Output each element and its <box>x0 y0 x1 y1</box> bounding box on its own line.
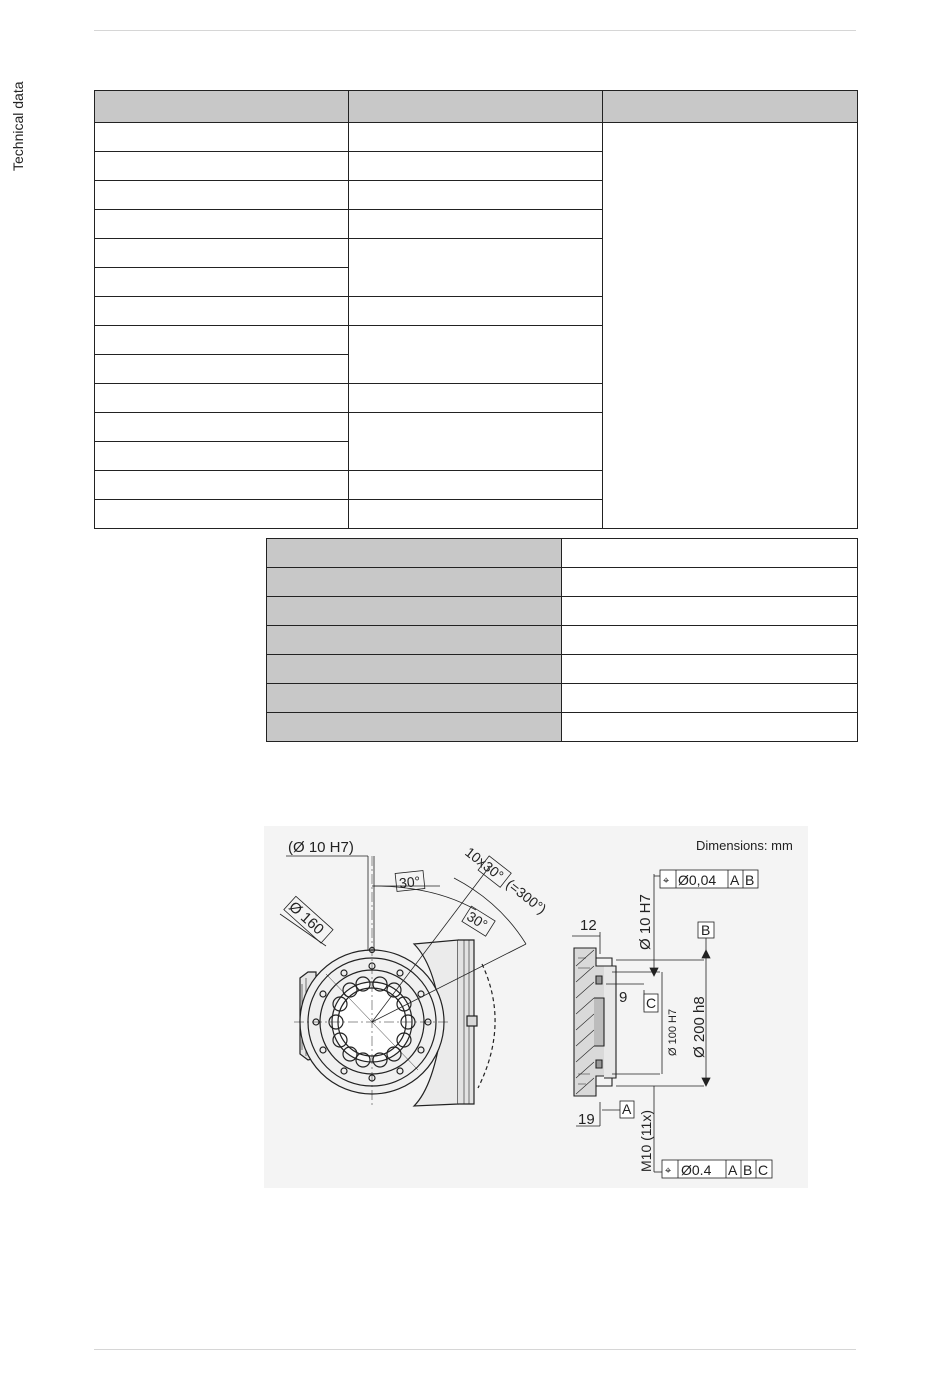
table-key-cell <box>267 684 562 713</box>
table-cell-merged <box>349 413 603 471</box>
table-cell <box>95 297 349 326</box>
datum-a-label: A <box>622 1101 632 1117</box>
side-label: Technical data <box>10 81 26 171</box>
tol-bot-ref-a: A <box>728 1162 738 1178</box>
table-header-row <box>95 91 858 123</box>
table-key-cell <box>267 597 562 626</box>
technical-drawing <box>264 826 808 1188</box>
table-row <box>267 597 858 626</box>
tol-bot-ref-c: C <box>758 1162 769 1178</box>
table-cell <box>95 442 349 471</box>
table-cell <box>95 355 349 384</box>
table-cell <box>95 152 349 181</box>
dim-12-label: 12 <box>580 917 597 934</box>
bolt-circle-label: Ø 160 <box>285 898 328 939</box>
table-row <box>267 568 858 597</box>
pitch-count: 10x <box>462 843 490 871</box>
table-cell <box>95 239 349 268</box>
thread-label: M10 (11x) <box>638 1110 654 1172</box>
table-cell-merged <box>349 326 603 384</box>
datum-c-label: C <box>646 995 657 1011</box>
tol-bot-symbol: ⌖ <box>665 1165 672 1177</box>
tol-bot-frame <box>662 1160 772 1178</box>
table-row <box>95 123 858 152</box>
table-cell <box>349 384 603 413</box>
table-cell <box>349 500 603 529</box>
angle-a-label: 30° <box>398 872 422 892</box>
footer-rule <box>94 1349 856 1350</box>
tolerance-frame-top <box>660 870 758 888</box>
tol-top-ref-a: A <box>730 872 740 888</box>
table-row <box>267 684 858 713</box>
table-value-cell <box>562 655 858 684</box>
table-value-cell <box>562 626 858 655</box>
table-cell <box>349 152 603 181</box>
datum-b-label: B <box>701 922 711 938</box>
table-header-cell <box>95 91 349 123</box>
header-rule <box>94 30 856 31</box>
table-cell <box>95 471 349 500</box>
table-cell <box>349 297 603 326</box>
pitch-angle: 30° <box>480 857 507 884</box>
tol-top-symbol: ⌖ <box>663 875 670 887</box>
angle-b-label: 30° <box>464 908 491 933</box>
table-cell <box>349 123 603 152</box>
dim-pin-label: Ø 10 H7 <box>637 894 654 950</box>
table-row <box>267 626 858 655</box>
table-row <box>267 539 858 568</box>
table-header-cell <box>349 91 603 123</box>
units-label: Dimensions: mm <box>696 838 793 853</box>
table-key-cell <box>267 539 562 568</box>
pin-label: (Ø 10 H7) <box>288 839 354 856</box>
dim-100-label: Ø 100 H7 <box>667 1008 679 1056</box>
table-cell <box>349 181 603 210</box>
table-value-cell <box>562 713 858 742</box>
table-cell <box>95 384 349 413</box>
pitch-total: (=300°) <box>503 875 550 917</box>
table-cell <box>349 471 603 500</box>
table-row <box>267 713 858 742</box>
table-cell <box>95 123 349 152</box>
tol-bot-ref-b: B <box>743 1162 753 1178</box>
table-key-cell <box>267 626 562 655</box>
table-cell <box>95 413 349 442</box>
table-cell <box>95 500 349 529</box>
table-value-cell <box>562 684 858 713</box>
table-cell <box>95 210 349 239</box>
table-cell <box>95 326 349 355</box>
table-value-cell <box>562 597 858 626</box>
tolerance-frame-bottom <box>662 1160 772 1178</box>
tol-top-ref-b: B <box>745 872 755 888</box>
key-value-table <box>266 538 858 742</box>
dim-9-label: 9 <box>619 989 628 1006</box>
tol-top-value: Ø0,04 <box>678 872 717 888</box>
dim-19-label: 19 <box>578 1111 595 1128</box>
table-header-cell <box>603 91 858 123</box>
dim-200-label: Ø 200 h8 <box>691 996 708 1058</box>
tol-bot-value: Ø0.4 <box>681 1162 712 1178</box>
table-row <box>267 655 858 684</box>
table-key-cell <box>267 568 562 597</box>
table-cell <box>95 181 349 210</box>
table-cell-merged <box>349 239 603 297</box>
table-value-cell <box>562 568 858 597</box>
spec-table <box>94 90 858 529</box>
table-key-cell <box>267 713 562 742</box>
table-cell <box>95 268 349 297</box>
table-key-cell <box>267 655 562 684</box>
drawing-svg <box>264 826 808 1188</box>
table-value-cell <box>562 539 858 568</box>
table-cell <box>349 210 603 239</box>
table-cell-merged <box>603 123 858 529</box>
